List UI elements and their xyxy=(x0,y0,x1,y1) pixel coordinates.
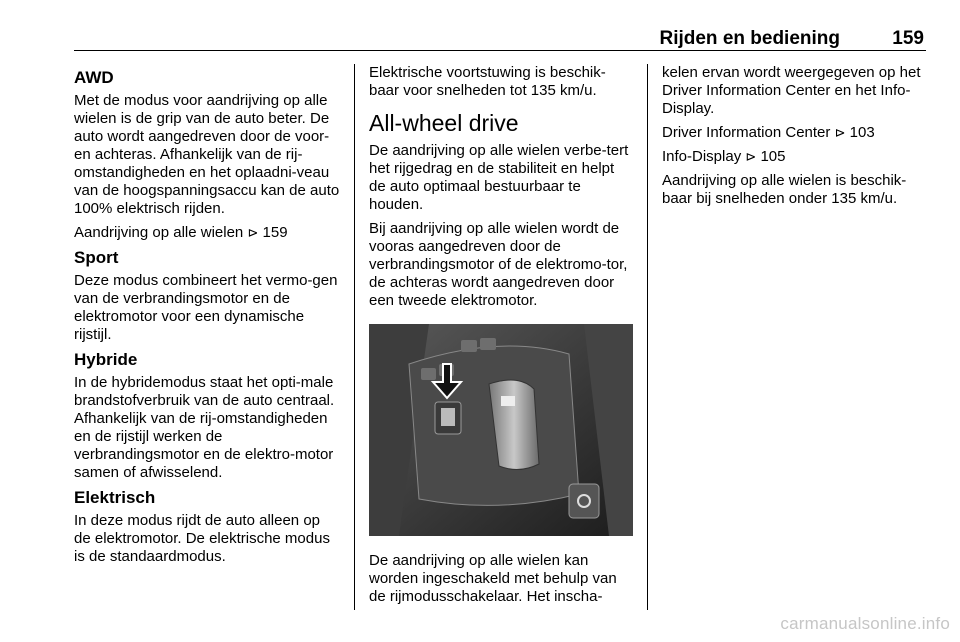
elektrisch-heading: Elektrisch xyxy=(74,488,156,507)
page-number: 159 xyxy=(892,28,924,49)
dic-ref-label: Driver Information Center xyxy=(662,124,831,141)
hybride-text: In de hybridemodus staat het opti-male brandstofverbruik van de auto centraal. Afhankelijk van de rij-omstandigheden en de rijstijl werken de verbrandingsmotor en de elektro-motor samen of afwisselend. xyxy=(74,374,335,481)
hybride-heading: Hybride xyxy=(74,350,138,369)
awd-paragraph-2: Bij aandrijving op alle wielen wordt de vooras aangedreven door de verbrandingsmotor of de elektromo-tor, de achteras wordt aangedreven door een tweede elektromotor. xyxy=(369,220,628,309)
photo-caption: De aandrijving op alle wielen kan worden ingeschakeld met behulp van de rijmodusschakelaar. Het inscha- xyxy=(369,552,617,605)
elektrisch-text: In deze modus rijdt de auto alleen op de elektromotor. De elektrische modus is de standaardmodus. xyxy=(74,512,330,565)
sport-heading: Sport xyxy=(74,248,119,267)
info-display-ref-page: 105 xyxy=(760,148,786,165)
console-illustration xyxy=(369,324,633,536)
awd-paragraph-1: De aandrijving op alle wielen verbe-tert het rijgedrag en de stabiliteit en helpt de auto optimaal bestuurbaar te houden. xyxy=(369,142,629,213)
awd-cross-reference[interactable] xyxy=(74,224,340,242)
awd-text: Met de modus voor aandrijving op alle wielen is de grip van de auto beter. De auto wordt aangedreven door de voor- en achteras. Afhankelijk van de rij-omstandigheden en het oplaadni-veau van de hoogspanningsaccu kan de auto 100% elektrisch rijden. xyxy=(74,92,340,217)
availability-paragraph: Aandrijving op alle wielen is beschik-baar bij snelheden onder 135 km/u. xyxy=(662,172,907,207)
awd-ref-label: Aandrijving op alle wielen xyxy=(74,224,244,241)
ref-arrow-icon: ⊳ xyxy=(247,225,259,240)
watermark: carmanualsonline.info xyxy=(780,614,950,633)
column-divider-2 xyxy=(647,64,648,610)
awd-ref-page: 159 xyxy=(262,224,288,241)
display-paragraph: kelen ervan wordt weergegeven op het Driver Information Center en het Info-Display. xyxy=(662,64,921,117)
intro-text: Elektrische voortstuwing is beschik-baar voor snelheden tot 135 km/u. xyxy=(369,64,606,99)
column-divider-1 xyxy=(354,64,355,610)
drive-mode-switch-photo xyxy=(369,324,633,536)
column-2 xyxy=(369,64,633,612)
column-1 xyxy=(74,64,340,572)
info-display-cross-reference[interactable] xyxy=(662,148,926,166)
awd-heading: AWD xyxy=(74,68,114,87)
ref-arrow-icon: ⊳ xyxy=(745,149,757,164)
page-header-title: Rijden en bediening xyxy=(659,28,840,49)
column-3 xyxy=(662,64,926,214)
info-display-ref-label: Info-Display xyxy=(662,148,742,165)
sport-text: Deze modus combineert het vermo-gen van de verbrandingsmotor en de elektromotor voor een dynamische rijstijl. xyxy=(74,272,338,343)
header-divider xyxy=(74,50,926,51)
dic-cross-reference[interactable] xyxy=(662,124,926,142)
ref-arrow-icon: ⊳ xyxy=(834,125,846,140)
dic-ref-page: 103 xyxy=(849,124,875,141)
all-wheel-drive-heading: All-wheel drive xyxy=(369,110,519,136)
